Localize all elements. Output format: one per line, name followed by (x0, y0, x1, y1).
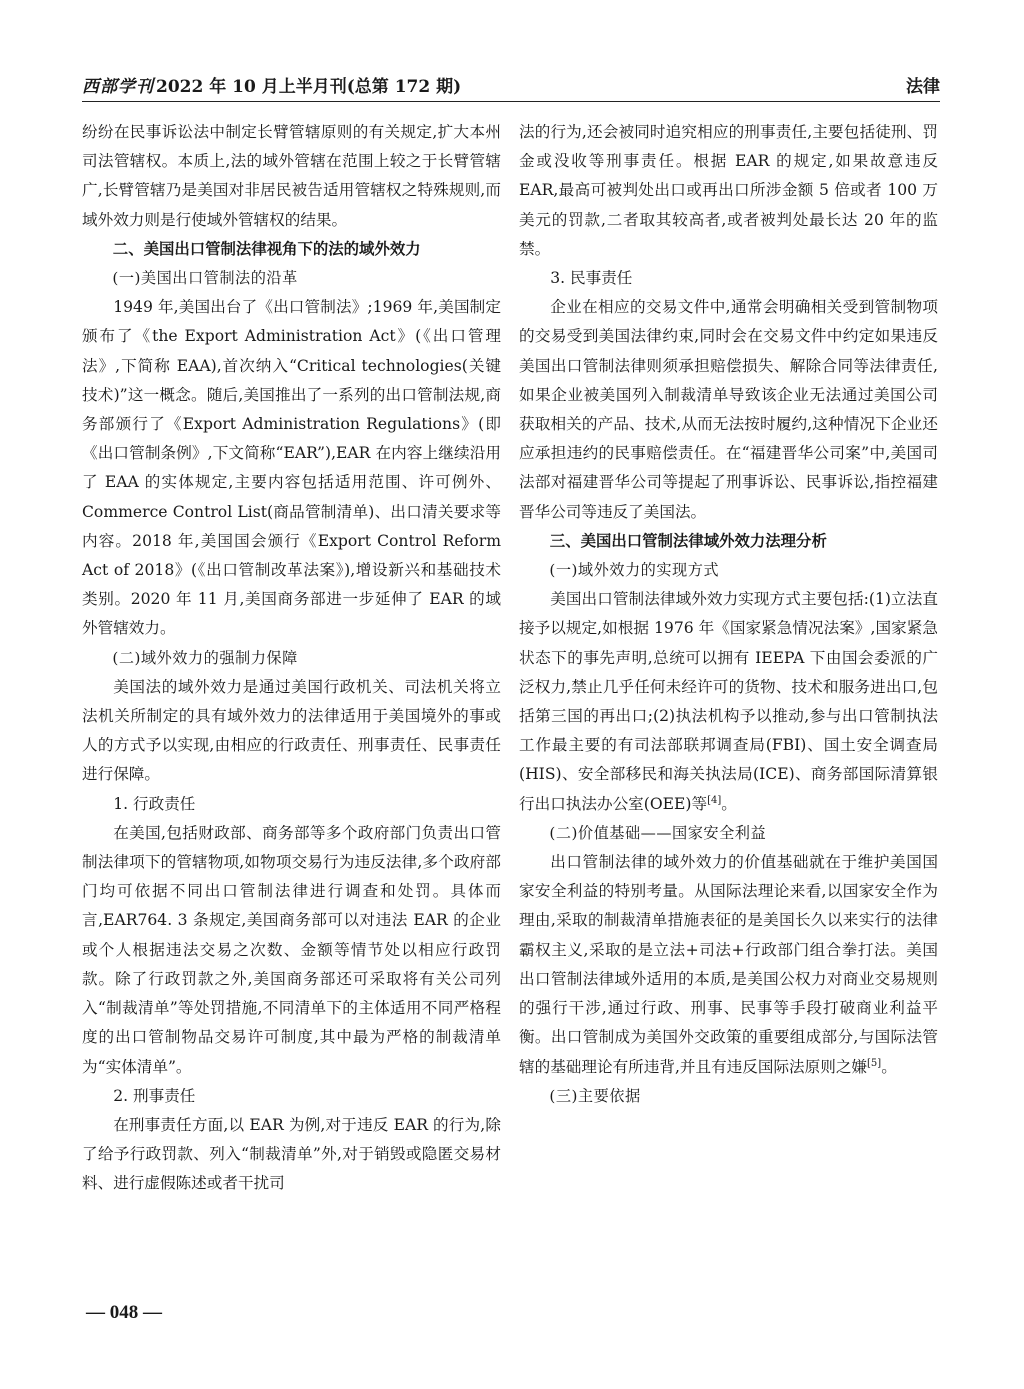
paragraph-continued: 法的行为,还会被同时追究相应的刑事责任,主要包括徒刑、罚金或没收等刑事责任。根据 EAR 的规定,如果故意违反 EAR,最高可被判处出口或再出口所涉金额 5 倍或者 100 万美元的罚款,二者取其较高者,或者被判处最长达 20 年的监禁。 (519, 123, 938, 258)
journal-logo: 西部学刊 (82, 77, 154, 97)
section-heading: 三、美国出口管制法律域外效力法理分析 (549, 531, 827, 550)
paragraph: 在美国,包括财政部、商务部等多个政府部门负责出口管制法律项下的管辖物项,如物项交易行为违反法律,多个政府部门均可依据不同出口管制法律进行调查和处罚。具体而言,EAR764. 3 条规定,美国商务部可以对违法 EAR 的企业或个人根据违法交易之次数、金额等情节处以相应行政罚款。除了行政罚款之外,美国商务部还可采取将有关公司列入“制裁清单”等处罚措施,不同清单下的主体适用不同严格程度的出口管制物品交易许可制度,其中最为严格的制裁清单为“实体清单”。 (82, 823, 501, 1076)
page-number: — 048 — (86, 1302, 162, 1323)
paragraph: 美国出口管制法律域外效力实现方式主要包括:(1)立法直接予以规定,如根据 1976 年《国家紧急情况法案》,国家紧急状态下的事先声明,总统可以拥有 IEEPA 下由国会委派的广泛权力,禁止几乎任何未经许可的货物、技术和服务进出口,包括第三国的再出口;(2)执法机构予以推动,参与出口管制执法工作最主要的有司法部联邦调查局(FBI)、国土安全调查局(HIS)、安全部移民和海关执法局(ICE)、商务部国际清算银行出口执法办公室(OEE)等[4]。 (519, 590, 938, 813)
section-label: 法律 (906, 77, 940, 97)
sub-subsection-heading: 2. 刑事责任 (113, 1086, 196, 1105)
section-heading: 二、美国出口管制法律视角下的法的域外效力 (112, 239, 421, 258)
left-column (82, 118, 501, 1199)
right-column (519, 118, 938, 1111)
subsection-heading: (二)域外效力的强制力保障 (112, 648, 298, 667)
sub-subsection-heading: 1. 行政责任 (113, 794, 196, 813)
subsection-heading: (一)域外效力的实现方式 (549, 561, 720, 580)
subsection-heading: (三)主要依据 (549, 1086, 641, 1105)
running-header (82, 70, 940, 100)
paragraph-continued: 纷纷在民事诉讼法中制定长臂管辖原则的有关规定,扩大本州司法管辖权。本质上,法的域外管辖在范围上较之于长臂管辖广,长臂管辖乃是美国对非居民被告适用管辖权之特殊规则,而域外效力则是行使域外管辖权的结果。 (82, 123, 501, 229)
sub-subsection-heading: 3. 民事责任 (550, 269, 633, 288)
subsection-heading: (一)美国出口管制法的沿革 (112, 269, 298, 288)
issue-info: 2022 年 10 月上半月刊(总第 172 期) (156, 77, 462, 97)
header-rule (82, 101, 940, 102)
paragraph: 企业在相应的交易文件中,通常会明确相关受到管制物项的交易受到美国法律约束,同时会在交易文件中约定如果违反美国出口管制法律则须承担赔偿损失、解除合同等法律责任,如果企业被美国列入制裁清单导致该企业无法通过美国公司获取相关的产品、技术,从而无法按时履约,这种情况下企业还应承担违约的民事赔偿责任。在“福建晋华公司案”中,美国司法部对福建晋华公司等提起了刑事诉讼、民事诉讼,指控福建晋华公司等违反了美国法。 (519, 298, 938, 521)
citation-ref: [5] (867, 1057, 882, 1069)
subsection-heading: (二)价值基础——国家安全利益 (549, 823, 767, 842)
paragraph: 在刑事责任方面,以 EAR 为例,对于违反 EAR 的行为,除了给予行政罚款、列入“制裁清单”外,对于销毁或隐匿交易材料、进行虚假陈述或者干扰司 (82, 1115, 501, 1193)
paragraph: 美国法的域外效力是通过美国行政机关、司法机关将立法机关所制定的具有域外效力的法律适用于美国境外的事或人的方式予以实现,由相应的行政责任、刑事责任、民事责任进行保障。 (82, 677, 501, 784)
paragraph: 1949 年,美国出台了《出口管制法》;1969 年,美国制定颁布了《the Export Administration Act》(《出口管理法》,下简称 EAA),首次纳入“Critical technologies(关键技术)”这一概念。随后,美国推出了一系列的出口管制法规,商务部颁行了《Export Administration Regulations》(即《出口管制条例》,下文简称“EAR”),EAR 在内容上继续沿用了 EAA 的实体规定,主要内容包括适用范围、许可例外、Commerce Control List(商品管制清单)、出口清关要求等内容。2018 年,美国国会颁行《Export Control Reform Act of 2018》(《出口管制改革法案》),增设新兴和基础技术类别。2020 年 11 月,美国商务部进一步延伸了 EAR 的域外管辖效力。 (82, 298, 501, 638)
citation-ref: [4] (707, 794, 722, 806)
paragraph: 出口管制法律的域外效力的价值基础就在于维护美国国家安全利益的特别考量。从国际法理论来看,以国家安全作为理由,采取的制裁清单措施表征的是美国长久以来实行的法律霸权主义,采取的是立法+司法+行政部门组合拳打法。美国出口管制法律域外适用的本质,是美国公权力对商业交易规则的强行干涉,通过行政、刑事、民事等手段打破商业利益平衡。出口管制成为美国外交政策的重要组成部分,与国际法管辖的基础理论有所违背,并且有违反国际法原则之嫌[5]。 (519, 853, 938, 1076)
